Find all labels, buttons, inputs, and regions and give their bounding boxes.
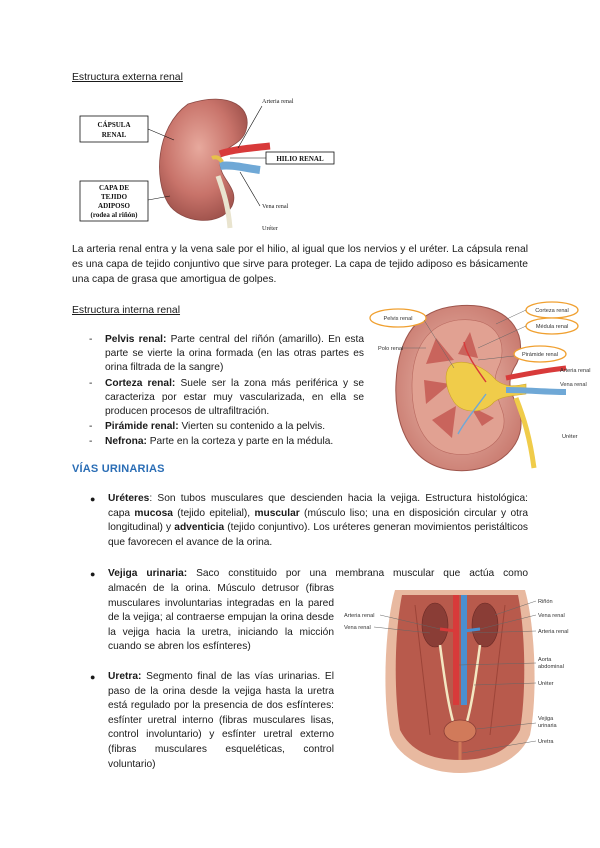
list-item: - Nefrona: Parte en la corteza y parte en la médula. [89, 436, 334, 448]
title-vias-urinarias: VÍAS URINARIAS [72, 463, 165, 475]
text-corteza: Suele ser la zona más periférica y se caracteriza por estar muy vascularizada, en ella se producen procesos de ultrafiltración. [105, 377, 364, 418]
label-uretra: Uretra [538, 739, 554, 745]
label-capa-4: (rodea al riñón) [90, 211, 138, 219]
label-arteria-renal-2: Arteria renal [560, 368, 591, 374]
label-vena-renal: Vena renal [262, 203, 289, 210]
term-vejiga: Vejiga urinaria: [108, 568, 188, 579]
paragraph-externa: La arteria renal entra y la vena sale por el hilio, al igual que los nervios y el uréter. La cápsula renal es una capa de tejido conjuntivo que sirve para proteger. La capa de tejido adiposo es básicamente una capa de grasa que amortigua de golpes. [72, 244, 528, 285]
term-nefrona: Nefrona: [105, 436, 147, 448]
vejiga-rest: almacén de la orina. Músculo detrusor (fibras musculares involuntarias integradas en la pared de la vejiga; al contraerse empujan la orina desde la vejiga hacia la uretra, iniciando la micción cuando se abren los esfínteres) [108, 583, 334, 653]
bold-adventicia: adventicia [174, 522, 225, 534]
label-capa-1: CAPA DE [98, 184, 130, 192]
term-piramide: Pirámide renal: [105, 421, 179, 433]
label-vena-renal-4: Vena renal [538, 613, 565, 619]
term-pelvis: Pelvis renal: [105, 334, 167, 345]
figure-external-kidney [70, 88, 350, 238]
text-ureteres-3: (músculo liso; una en disposición circular y otra longitudinal) y [108, 507, 528, 534]
label-aorta-2: abdominal [538, 664, 564, 670]
text-piramide: Vierten su contenido a la pelvis. [178, 421, 326, 433]
text-ureteres-1: : Son tubos musculares que descienden hacia la vejiga. Estructura histológica: capa [108, 493, 528, 519]
label-arteria-renal: Arteria renal [262, 98, 294, 105]
label-ureter-2: Uréter [562, 434, 578, 440]
list-item: ● Uretra: Segmento final de las vías urinarias. El paso de la orina desde la vejiga hasta la uretra está regulado por la presencia de dos esfínteres: esfínter uretral interno (fibras musculares lisas, control involuntario) y esfínter uretral externo (fibras musculares esqueléticas, control voluntario) [90, 671, 334, 770]
label-pelvis-renal: Pelvis renal [383, 316, 413, 322]
bold-mucosa: mucosa [134, 507, 173, 519]
label-vena-renal-3: Vena renal [344, 625, 371, 631]
label-corteza-renal: Corteza renal [535, 308, 569, 314]
label-arteria-renal-3: Arteria renal [344, 613, 375, 619]
list-item: - Pelvis renal: Parte central del riñón (amarillo). En esta parte se vierte la orina formada (en las otras partes es orina filtrada de la sangre) [89, 334, 364, 374]
text-nefrona: Parte en la corteza y parte en la médula. [146, 436, 334, 448]
label-capsula-2: RENAL [101, 131, 127, 139]
term-corteza: Corteza renal: [105, 377, 176, 389]
label-medula-renal: Médula renal [535, 324, 569, 330]
term-ureteres: Uréteres [108, 493, 150, 504]
text-ureteres-4: (tejido conjuntivo). Los uréteres generan movimientos peristálticos que favorecen el avance de la orina. [108, 522, 528, 548]
vejiga-line-text [72, 567, 528, 582]
label-capa-3: ADIPOSO [98, 202, 130, 210]
term-uretra: Uretra: [108, 671, 142, 682]
label-arteria-renal-4: Arteria renal [538, 629, 569, 635]
list-interna [72, 333, 364, 450]
label-ureter: Uréter [262, 225, 278, 232]
list-uretra [72, 670, 334, 772]
heading-estructura-externa: Estructura externa renal [72, 72, 183, 83]
figure-urinary-system [340, 585, 588, 775]
label-rinon: Riñón [538, 599, 553, 605]
label-polo-renal: Polo renal [378, 346, 404, 352]
label-vena-renal-2: Vena renal [560, 382, 587, 388]
label-vejiga-1: Vejiga [538, 716, 554, 722]
heading-estructura-interna: Estructura interna renal [72, 305, 181, 316]
text-pelvis: Parte central del riñón (amarillo). En esta parte se vierte la orina formada (en las otras partes es orina filtrada de la sangre) [105, 334, 364, 374]
text-vejiga-line1: Saco constituido por una membrana muscular que actúa como [187, 568, 528, 579]
list-item: - Pirámide renal: Vierten su contenido a la pelvis. [89, 421, 326, 433]
figure-internal-kidney [366, 298, 591, 476]
label-piramide-renal: Pirámide renal [521, 352, 559, 358]
text-ureteres-2: (tejido epitelial), [172, 507, 255, 519]
list-item: - Corteza renal: Suele ser la zona más periférica y se caracteriza por estar muy vascularizada, en ella se producen procesos de ultrafiltración. [89, 377, 364, 418]
label-vejiga-2: urinaria [538, 723, 557, 729]
list-ureteres [72, 492, 528, 550]
list-item: ● Uréteres: Son tubos musculares que descienden hacia la vejiga. Estructura histológica: capa mucosa (tejido epitelial), muscular (músculo liso; una en disposición circular y otra longitudinal) y adventicia (tejido conjuntivo). Los uréteres generan movimientos peristálticos que favorecen el avance de la orina. [90, 493, 528, 548]
label-aorta-1: Aorta [538, 657, 552, 663]
bold-muscular: muscular [254, 507, 300, 519]
label-hilio-renal: HILIO RENAL [276, 155, 324, 163]
label-capa-2: TEJIDO [100, 193, 128, 201]
vejiga-first-line: ● Vejiga urinaria: Saco constituido por una membrana muscular que actúa como [72, 567, 528, 582]
label-ureter-3: Uréter [538, 681, 554, 687]
label-capsula-1: CÁPSULA [97, 121, 131, 129]
text-uretra: Segmento final de las vías urinarias. El paso de la orina desde la vejiga hasta la uretra está regulado por la presencia de dos esfínteres: esfínter uretral interno (fibras musculares lisas, control involuntario) y esfínter uretral externo (fibras musculares esqueléticas, control voluntario) [108, 671, 334, 770]
